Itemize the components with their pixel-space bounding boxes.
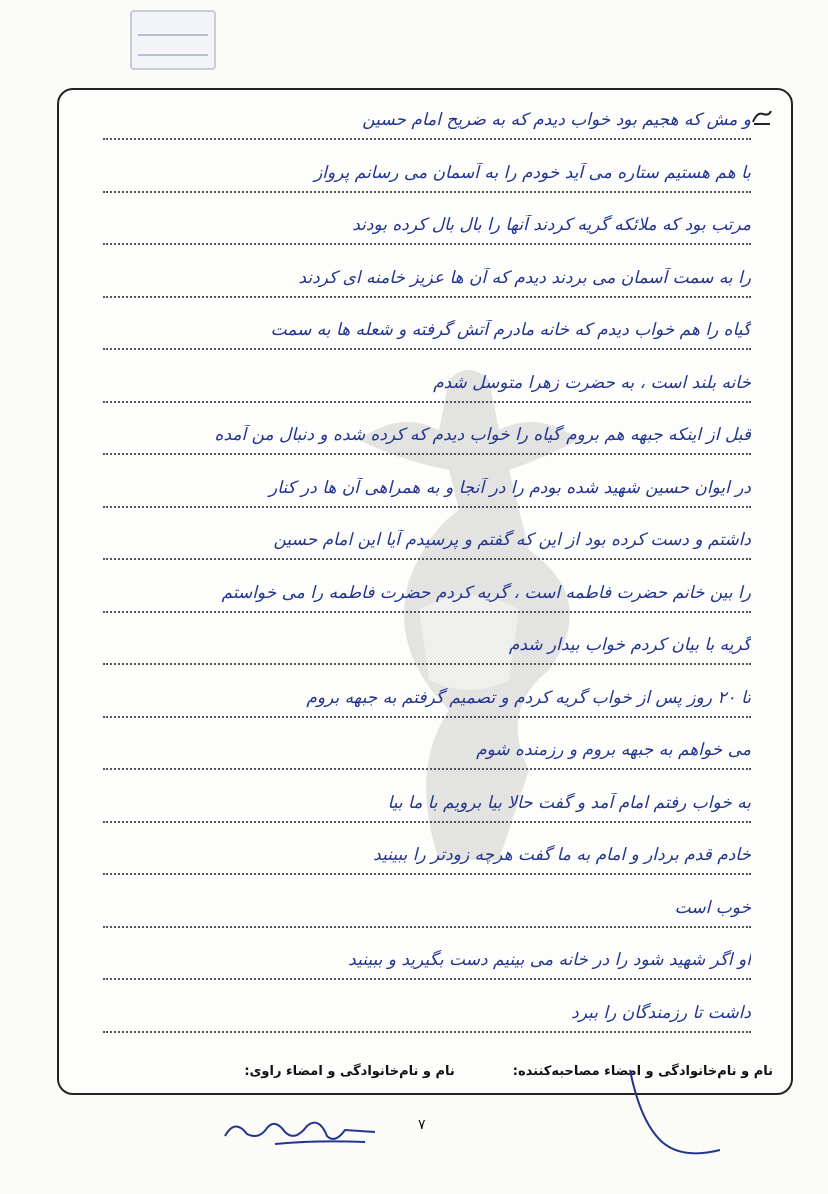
interviewee-label: نام و نام‌خانوادگی و امضاء راوی: xyxy=(244,1064,455,1079)
ruled-line xyxy=(103,401,751,403)
ruled-line xyxy=(103,296,751,298)
handwritten-line: خانه بلند است ، به حضرت زهرا متوسل شدم xyxy=(433,372,751,393)
ruled-line xyxy=(103,611,751,613)
ruled-line xyxy=(103,453,751,455)
ruled-line xyxy=(103,506,751,508)
ruled-line xyxy=(103,348,751,350)
ruled-line xyxy=(103,716,751,718)
ruled-line xyxy=(103,978,751,980)
interviewer-label: نام و نام‌خانوادگی و امضاء مصاحبه‌کننده: xyxy=(512,1064,773,1079)
ruled-line xyxy=(103,243,751,245)
handwritten-line: گریه با بیان کردم خواب بیدار شدم xyxy=(508,635,751,655)
handwritten-line: خادم قدم بردار و امام به ما گفت هرچه زودتر را ببینید xyxy=(373,845,751,865)
archive-stamp xyxy=(130,10,216,70)
page-number: ۷ xyxy=(418,1117,426,1133)
handwritten-line: او اگر شهید شود را در خانه می بینیم دست بگیرید و ببینید xyxy=(348,950,751,970)
ruled-line xyxy=(103,663,751,665)
ruled-line xyxy=(103,191,751,193)
ruled-line xyxy=(103,138,751,140)
ruled-line xyxy=(103,821,751,823)
ruled-line xyxy=(103,926,751,928)
pen-icon xyxy=(751,108,773,126)
handwritten-line: را به سمت آسمان می بردند دیدم که آن ها عزیز خامنه ای کردند xyxy=(298,267,751,288)
interview-sheet xyxy=(57,88,793,1095)
ruled-line xyxy=(103,873,751,875)
handwritten-line: و مش که هجیم بود خواب دیدم که به ضریح امام حسین xyxy=(362,110,751,130)
handwritten-line: قبل از اینکه جبهه هم بروم گیاه را خواب دیدم که کرده شده و دنبال من آمده xyxy=(214,425,751,445)
handwritten-line: در ایوان حسین شهید شده بودم را در آنجا و به همراهی آن ها در کنار xyxy=(269,477,751,498)
handwritten-line: می خواهم به جبهه بروم و رزمنده شوم xyxy=(476,740,751,760)
handwritten-line: داشتم و دست کرده بود از این که گفتم و پرسیدم آیا این امام حسین xyxy=(273,530,751,550)
handwritten-line: به خواب رفتم امام آمد و گفت حالا بیا برویم با ما بیا xyxy=(387,792,751,813)
signature-stroke-icon xyxy=(620,1060,730,1170)
handwritten-line: تا ۲۰ روز پس از خواب گریه کردم و تصمیم گرفتم به جبهه بروم xyxy=(306,687,751,708)
handwritten-signature-icon xyxy=(215,1110,385,1150)
handwritten-line: مرتب بود که ملائکه گریه کردند آنها را بال بال کرده بودند xyxy=(352,215,751,235)
handwritten-line: با هم هستیم ستاره می آید خودم را به آسمان می رسانم پرواز xyxy=(314,162,751,183)
handwritten-line: گیاه را هم خواب دیدم که خانه مادرم آتش گرفته و شعله ها به سمت xyxy=(270,320,751,340)
handwritten-line: خوب است xyxy=(674,897,751,918)
ruled-line xyxy=(103,1031,751,1033)
ruled-line xyxy=(103,768,751,770)
ruled-line xyxy=(103,558,751,560)
handwritten-line: را بین خانم حضرت فاطمه است ، گریه کردم حضرت فاطمه را می خواستم xyxy=(221,582,751,603)
handwritten-line: داشت تا رزمندگان را ببرد xyxy=(571,1002,751,1023)
